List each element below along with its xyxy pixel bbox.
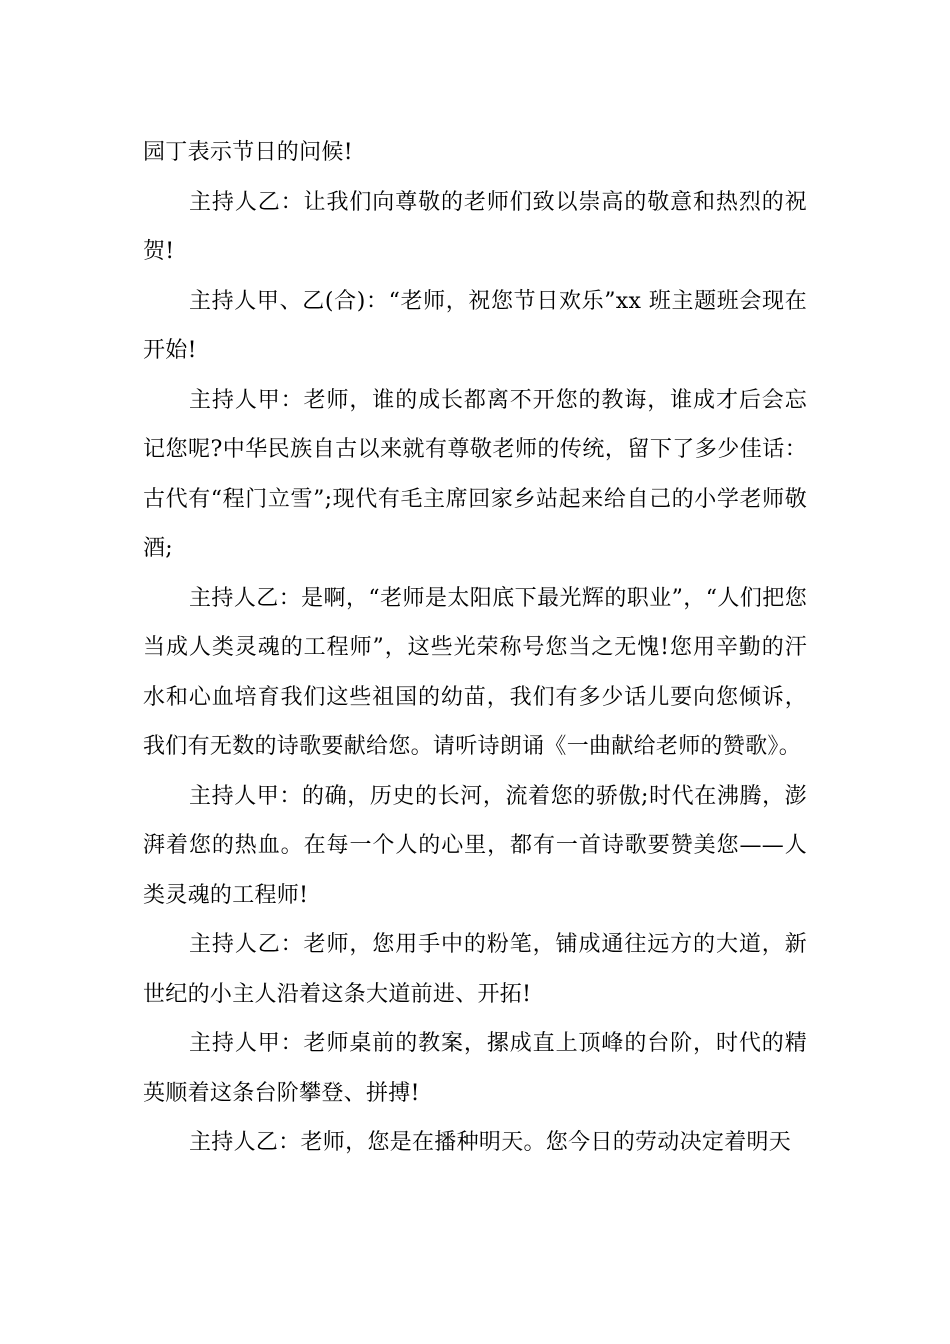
paragraph-7: 主持人乙：老师，您用手中的粉笔，铺成通往远方的大道，新世纪的小主人沿着这条大道前进、开拓!	[143, 932, 807, 1007]
paragraph-4: 主持人甲：老师，谁的成长都离不开您的教诲，谁成才后会忘记您呢?中华民族自古以来就有尊敬老师的传统，留下了多少佳话：古代有“程门立雪”;现代有毛主席回家乡站起来给自己的小学老师敬酒;	[143, 387, 807, 561]
paragraph-6: 主持人甲：的确，历史的长河，流着您的骄傲;时代在沸腾，澎湃着您的热血。在每一个人的心里，都有一首诗歌要赞美您——人类灵魂的工程师!	[143, 783, 807, 908]
paragraph-3: 主持人甲、乙(合)：“老师，祝您节日欢乐”xx 班主题班会现在开始!	[143, 288, 807, 363]
paragraph-2: 主持人乙：让我们向尊敬的老师们致以崇高的敬意和热烈的祝贺!	[143, 189, 807, 264]
paragraph-1: 园丁表示节日的问候!	[143, 140, 353, 165]
paragraph-9: 主持人乙：老师，您是在播种明天。您今日的劳动决定着明天	[189, 1130, 792, 1155]
document-page	[143, 128, 807, 1168]
paragraph-8: 主持人甲：老师桌前的教案，摞成直上顶峰的台阶，时代的精英顺着这条台阶攀登、拼搏!	[143, 1031, 807, 1106]
paragraph-5: 主持人乙：是啊，“老师是太阳底下最光辉的职业”，“人们把您当成人类灵魂的工程师”，这些光荣称号您当之无愧!您用辛勤的汗水和心血培育我们这些祖国的幼苗，我们有多少话儿要向您倾诉，我们有无数的诗歌要献给您。请听诗朗诵《一曲献给老师的赞歌》。	[143, 585, 807, 759]
